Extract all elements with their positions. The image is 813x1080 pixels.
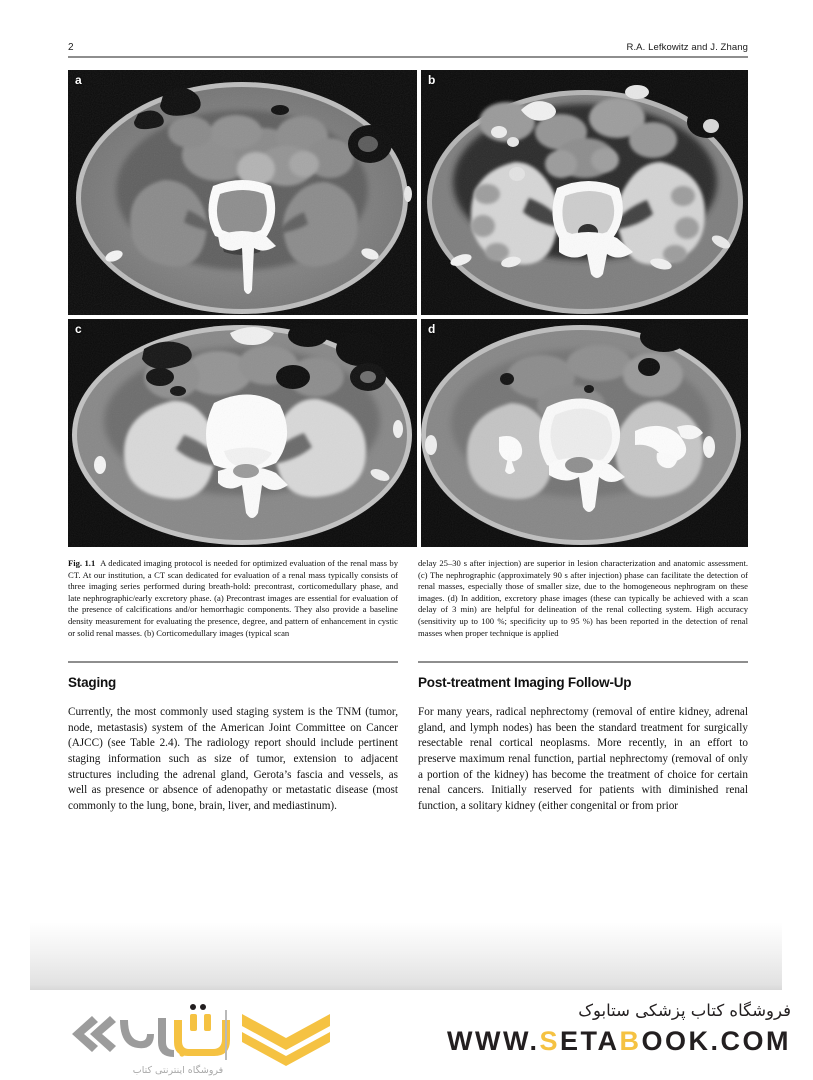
figure-caption-label: Fig. 1.1: [68, 558, 96, 568]
section-rule-left: [68, 661, 398, 663]
footer-url-part-5: OOK.COM: [641, 1026, 791, 1056]
header-rule: [68, 56, 748, 58]
page-number: 2: [68, 42, 74, 53]
ct-panel-precontrast: [68, 70, 417, 315]
ct-panel-corticomedullary: [421, 70, 748, 315]
panel-label-b: b: [428, 73, 436, 87]
figure-caption: [68, 558, 748, 639]
body-columns: [68, 661, 748, 814]
page-content: [68, 42, 748, 814]
setabook-logo: [62, 998, 332, 1074]
ct-panel-excretory: [421, 319, 748, 547]
section-body-post-treatment: For many years, radical nephrectomy (removal of entire kidney, adrenal gland, and lymph nodes) has been the standard treatment for surgically resectable renal cortical neoplasms. More recently, in an effort to preserve maximum renal function, partial nephrectomy (removal of only a portion of the kidney) has become the treatment of choice for certain renal cancers. Initially reserved for patients with diminished renal function, a solitary kidney (either congenital or from prior: [418, 706, 748, 812]
section-rule-right: [418, 661, 748, 663]
footer-url-part-2: S: [539, 1026, 560, 1056]
running-header: [68, 42, 748, 56]
ct-panel-nephrographic: [68, 319, 417, 547]
section-body-staging: Currently, the most commonly used staging system is the TNM (tumor, node, metastasis) system of the American Joint Committee on Cancer (AJCC) (see Table 2.4). The radiology report should include pertinent staging information such as size of tumor, extension to adjacent structures including the adrenal gland, Gerota’s fascia and vessels, as well as presence or absence of adenopathy or metastatic disease (most commonly to the lung, bone, brain, liver, and mediastinum).: [68, 706, 398, 812]
figure-caption-left-text: A dedicated imaging protocol is needed for optimized evaluation of the renal mass by CT. At our institution, a CT scan dedicated for evaluation of a renal mass typically consists of three imaging series performed during breath-hold: precontrast, corticomedullary phase, and late nephrographic/early excretory phase. (a) Precontrast images are essential for evaluation of the presence of calcifications and/or hemorrhagic components. They also provide a baseline density measurement for evaluating the presence, degree, and pattern of enhancement in cystic or solid renal masses. (b) Corticomedullary images (typical scan: [68, 558, 399, 638]
section-heading-staging: Staging: [68, 675, 117, 691]
footer-url[interactable]: [447, 1026, 791, 1056]
panel-label-a: a: [75, 73, 82, 87]
panel-label-c: c: [75, 322, 82, 336]
footer-url-part-1: WWW.: [447, 1026, 540, 1056]
setabook-logo-mark: [62, 998, 332, 1074]
figure-caption-left: [68, 558, 398, 639]
footer-url-part-4: B: [619, 1026, 642, 1056]
panel-label-d: d: [428, 322, 436, 336]
section-post-treatment: [418, 661, 748, 814]
section-staging: [68, 661, 398, 814]
setabook-logo-tagline: فروشگاه اینترنتی کتاب: [132, 1065, 224, 1076]
footer-brand-text: [447, 1000, 791, 1056]
section-heading-post-treatment: Post-treatment Imaging Follow-Up: [418, 675, 632, 691]
figure-caption-right: delay 25–30 s after injection) are superior in lesion characterization and anatomic assessment. (c) The nephrographic (approximately 90 s after injection) phase can facilitate the detection of renal masses, especially those of smaller size, due to the homogeneous nephrogram on these images. (d) In addition, excretory phase images (these can typically be achieved with a scan delay of 3 min) are helpful for delineation of the renal collecting system. High accuracy (sensitivity up to 100 %; specificity up to 95 %) has been reported in the detection of renal masses when proper technique is applied: [418, 558, 748, 638]
running-header-authors: R.A. Lefkowitz and J. Zhang: [626, 42, 748, 53]
footer-url-part-3: ETA: [560, 1026, 620, 1056]
page-bottom-shade: [30, 922, 782, 990]
footer-branding: [0, 992, 813, 1080]
figure-1-1-image-grid: [68, 70, 748, 547]
footer-brand-persian: فروشگاه کتاب پزشکی ستابوک: [578, 1001, 791, 1020]
